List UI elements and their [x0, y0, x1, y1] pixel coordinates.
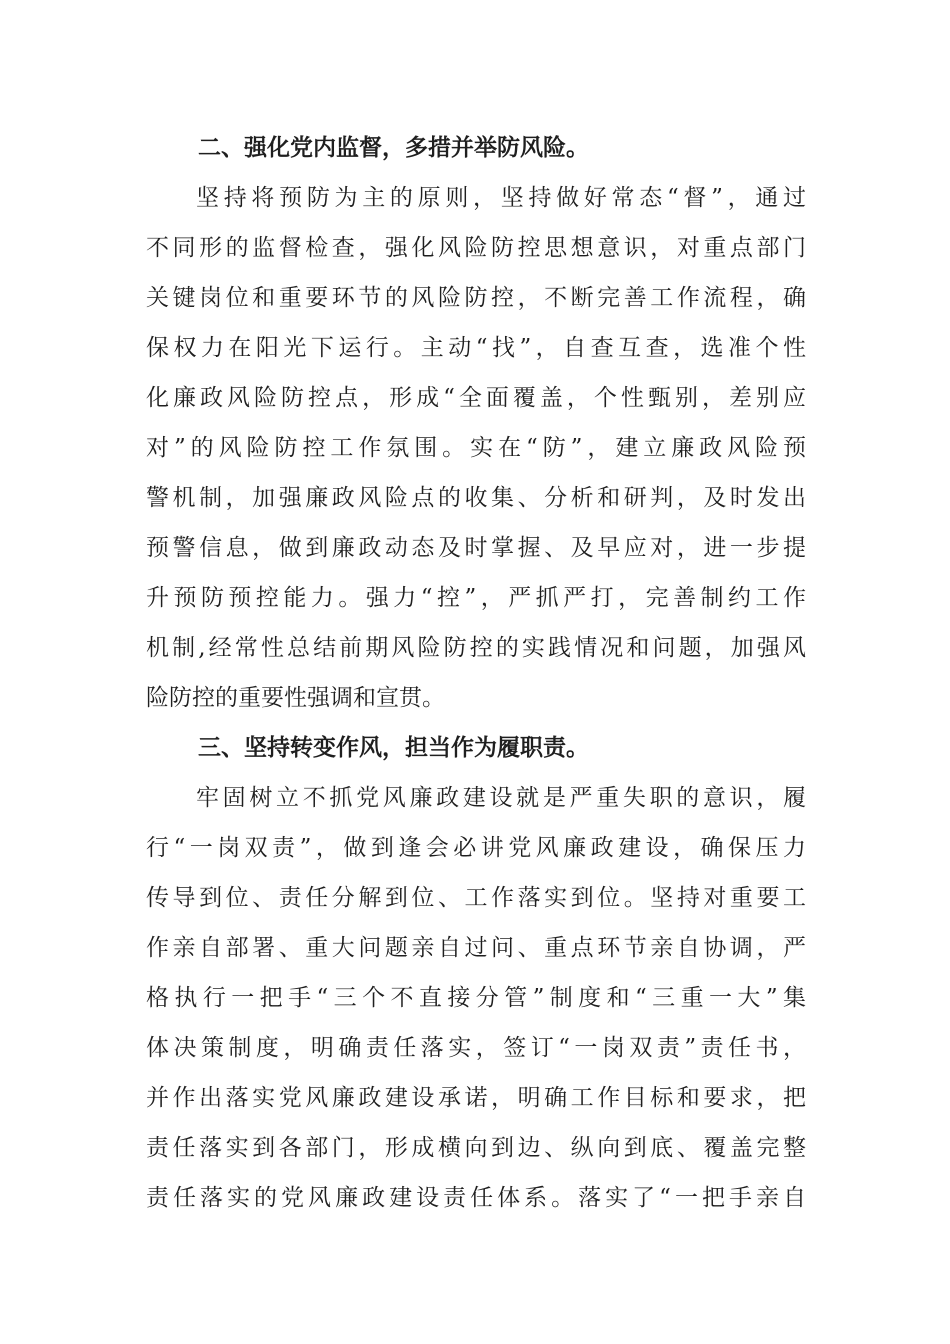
paragraph-line: 坚持将预防为主的原则，坚持做好常态“督”，通过 — [196, 185, 806, 211]
paragraph-line: 化廉政风险防控点，形成“全面覆盖，个性甄别，差别应 — [146, 385, 806, 411]
paragraph-line: 行“一岗双责”，做到逢会必讲党风廉政建设，确保压力 — [146, 835, 806, 861]
section-heading-2: 二、强化党内监督，多措并举防风险。 — [198, 135, 589, 161]
paragraph-line: 责任落实的党风廉政建设责任体系。落实了“一把手亲自 — [146, 1185, 806, 1211]
paragraph-line: 预警信息，做到廉政动态及时掌握、及早应对，进一步提 — [146, 535, 806, 561]
paragraph-line: 警机制，加强廉政风险点的收集、分析和研判，及时发出 — [146, 485, 806, 511]
section-paragraph-3 — [146, 773, 806, 1223]
paragraph-line: 并作出落实党风廉政建设承诺，明确工作目标和要求，把 — [146, 1085, 806, 1111]
section-heading-3: 三、坚持转变作风，担当作为履职责。 — [198, 735, 589, 761]
paragraph-line: 机制,经常性总结前期风险防控的实践情况和问题，加强风 — [146, 635, 806, 661]
paragraph-line: 保权力在阳光下运行。主动“找”，自查互查，选准个性 — [146, 335, 806, 361]
paragraph-line: 作亲自部署、重大问题亲自过问、重点环节亲自协调，严 — [146, 935, 806, 961]
paragraph-line: 对”的风险防控工作氛围。实在“防”，建立廉政风险预 — [146, 435, 806, 461]
paragraph-line: 格执行一把手“三个不直接分管”制度和“三重一大”集 — [146, 985, 806, 1011]
paragraph-line: 体决策制度，明确责任落实，签订“一岗双责”责任书， — [146, 1035, 806, 1061]
paragraph-line: 升预防预控能力。强力“控”，严抓严打，完善制约工作 — [146, 585, 806, 611]
document-body — [146, 123, 806, 1223]
paragraph-line: 责任落实到各部门，形成横向到边、纵向到底、覆盖完整 — [146, 1135, 806, 1161]
paragraph-line: 险防控的重要性强调和宣贯。 — [146, 685, 445, 711]
paragraph-line: 不同形的监督检查，强化风险防控思想意识，对重点部门 — [146, 235, 806, 261]
section-paragraph-2 — [146, 173, 806, 723]
paragraph-line: 关键岗位和重要环节的风险防控，不断完善工作流程，确 — [146, 285, 806, 311]
paragraph-line: 牢固树立不抓党风廉政建设就是严重失职的意识，履 — [196, 785, 806, 811]
paragraph-line: 传导到位、责任分解到位、工作落实到位。坚持对重要工 — [146, 885, 806, 911]
